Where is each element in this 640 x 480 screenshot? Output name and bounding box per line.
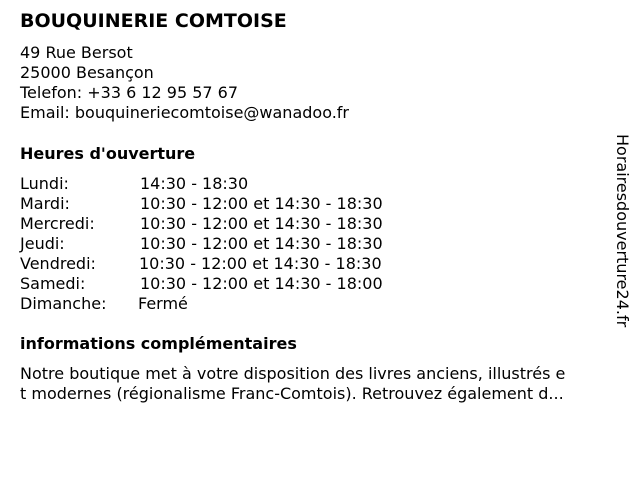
- day-label: Samedi:: [20, 274, 86, 293]
- hours-value: 10:30 - 12:00 et 14:30 - 18:30: [140, 194, 383, 213]
- hours-value: 14:30 - 18:30: [140, 174, 249, 193]
- day-label: Mardi:: [20, 194, 70, 213]
- day-label: Vendredi:: [20, 254, 96, 273]
- day-label: Lundi:: [20, 174, 69, 193]
- address-block: [20, 43, 349, 123]
- hours-value: 10:30 - 12:00 et 14:30 - 18:30: [140, 214, 383, 233]
- opening-hours-heading: Heures d'ouverture: [20, 144, 196, 163]
- address-street: 49 Rue Bersot: [20, 43, 133, 62]
- address-city: 25000 Besançon: [20, 63, 154, 82]
- info-text-line: t modernes (régionalisme Franc-Comtois). Retrouvez également d...: [20, 384, 564, 403]
- info-text-line: Notre boutique met à votre disposition des livres anciens, illustrés e: [20, 364, 566, 383]
- day-label: Mercredi:: [20, 214, 95, 233]
- day-label: Jeudi:: [20, 234, 65, 253]
- phone-number: Telefon: +33 6 12 95 57 67: [20, 83, 239, 102]
- email-address: Email: bouquineriecomtoise@wanadoo.fr: [20, 103, 349, 122]
- site-watermark: Horairesdouverture24.fr: [613, 134, 632, 328]
- hours-value: 10:30 - 12:00 et 14:30 - 18:30: [139, 254, 382, 273]
- day-label: Dimanche:: [20, 294, 107, 313]
- hours-value: Fermé: [138, 294, 188, 313]
- additional-info-text: [20, 364, 620, 404]
- hours-value: 10:30 - 12:00 et 14:30 - 18:00: [140, 274, 383, 293]
- hours-value: 10:30 - 12:00 et 14:30 - 18:30: [140, 234, 383, 253]
- business-name: BOUQUINERIE COMTOISE: [20, 10, 287, 32]
- additional-info-heading: informations complémentaires: [20, 334, 297, 353]
